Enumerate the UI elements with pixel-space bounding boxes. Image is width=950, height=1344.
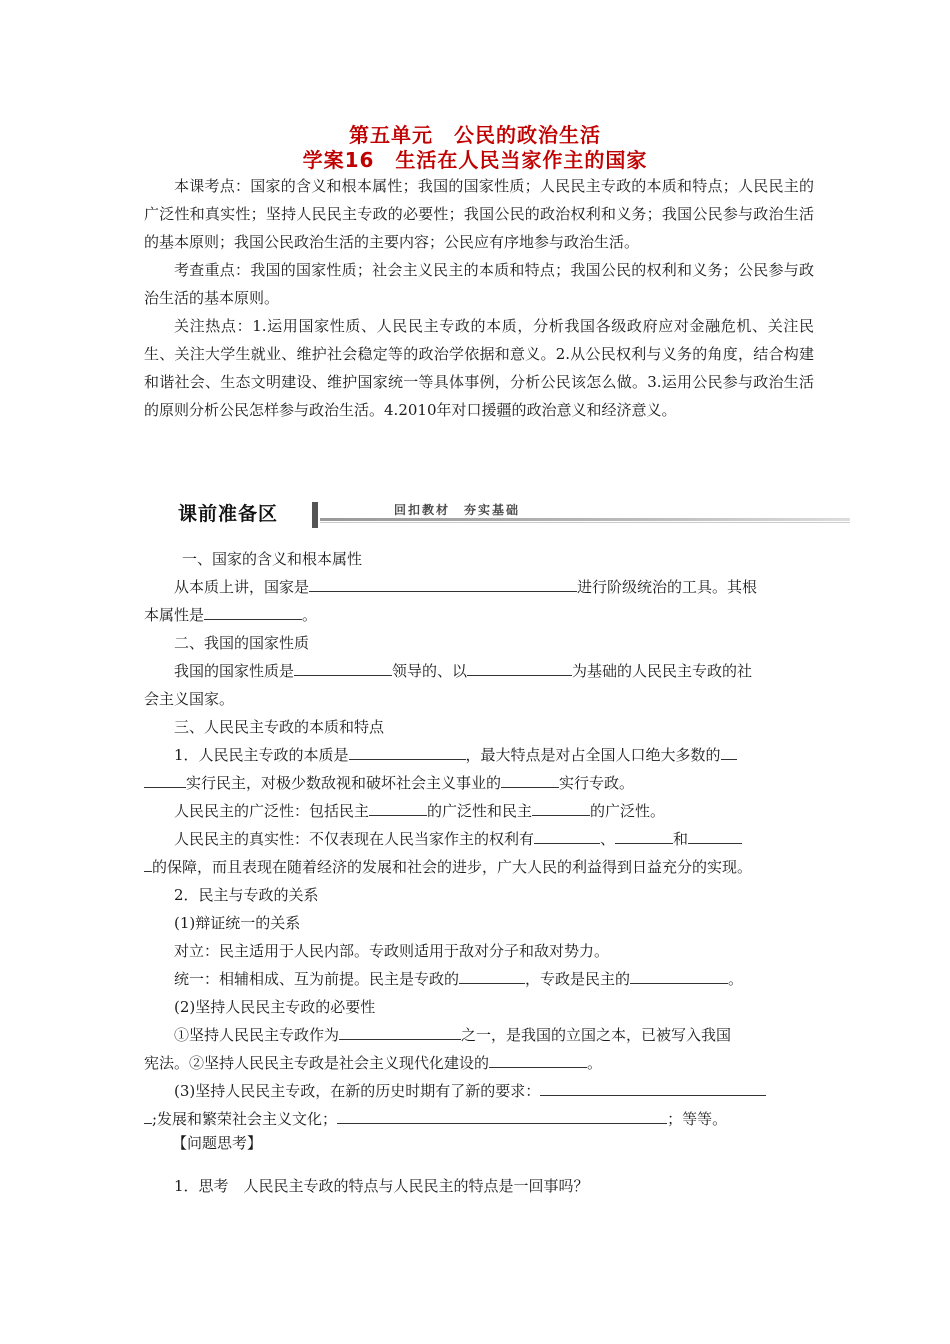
line-14: (2)坚持人民民主专政的必要性	[174, 998, 376, 1016]
banner-label: 课前准备区	[178, 503, 279, 525]
blank-field[interactable]	[337, 1105, 667, 1124]
line-20: 1．思考 人民民主专政的特点与人民民主的特点是一回事吗？	[174, 1177, 589, 1195]
blank-field[interactable]	[688, 825, 742, 844]
blank-field[interactable]	[144, 853, 152, 872]
blank-field[interactable]	[540, 1077, 766, 1096]
heading-1: 一、国家的含义和根本属性	[182, 550, 363, 568]
line-5: 1．人民民主专政的本质是 ，最大特点是对占全国人口绝大多数的	[144, 741, 854, 769]
line-18: ;发展和繁荣社会主义文化； ；等等。	[144, 1105, 824, 1133]
heading-2: 二、我国的国家性质	[174, 634, 310, 652]
line-13: 统一：相辅相成、互为前提。民主是专政的 ，专政是民主的 。	[144, 965, 854, 993]
blank-field[interactable]	[204, 601, 302, 620]
line-15: ①坚持人民民主专政作为 之一，是我国的立国之本，已被写入我国	[144, 1021, 854, 1049]
blank-field[interactable]	[459, 965, 525, 984]
question-heading: 【问题思考】	[172, 1134, 263, 1152]
blank-field[interactable]	[467, 657, 572, 676]
blank-field[interactable]	[294, 657, 392, 676]
line-1: 从本质上讲，国家是 进行阶级统治的工具。其根	[144, 573, 854, 601]
unit-title: 第五单元 公民的政治生活	[349, 123, 601, 147]
blank-field[interactable]	[534, 825, 600, 844]
blank-field[interactable]	[532, 797, 590, 816]
line-11: (1)辩证统一的关系	[174, 914, 301, 932]
line-7: 人民民主的广泛性：包括民主 的广泛性和民主 的广泛性。	[144, 797, 854, 825]
focus-points: 关注热点：1.运用国家性质、人民民主专政的本质，分析我国各级政府应对金融危机、关注民生、关注大学生就业、维护社会稳定等的政治学依据和意义。2.从公民权利与义务的角度，结合构建和谐社会、生态文明建设、维护国家统一等具体事例，分析公民该怎么做。3.运用公民参与政治生活的原则分析公民怎样参与政治生活。4.2010年对口援疆的政治意义和经济意义。	[144, 317, 814, 419]
line-4: 会主义国家。	[144, 690, 235, 708]
line-10: 2．民主与专政的关系	[174, 886, 319, 904]
exam-points: 本课考点：国家的含义和根本属性；我国的国家性质；人民民主专政的本质和特点；人民民主的广泛性和真实性；坚持人民民主专政的必要性；我国公民的政治权利和义务；我国公民参与政治生活的基本原则；我国公民政治生活的主要内容；公民应有序地参与政治生活。	[144, 177, 814, 251]
line-3: 我国的国家性质是 领导的、以 为基础的人民民主专政的社	[144, 657, 854, 685]
blank-field[interactable]	[501, 769, 559, 788]
blank-field[interactable]	[339, 1021, 461, 1040]
line-6: 实行民主，对极少数敌视和破坏社会主义事业的 实行专政。	[144, 769, 824, 797]
blank-field[interactable]	[369, 797, 427, 816]
blank-field[interactable]	[144, 1105, 152, 1124]
line-2: 本属性是 。	[144, 601, 824, 629]
line-9: 的保障，而且表现在随着经济的发展和社会的进步，广大人民的利益得到日益充分的实现。	[144, 853, 824, 881]
blank-field[interactable]	[349, 741, 466, 760]
banner-rule	[320, 518, 850, 521]
intro-section	[144, 172, 814, 424]
blank-field[interactable]	[489, 1049, 587, 1068]
line-17: (3)坚持人民民主专政，在新的历史时期有了新的要求：	[144, 1077, 854, 1105]
blank-field[interactable]	[144, 769, 186, 788]
key-points: 考查重点：我国的国家性质；社会主义民主的本质和特点；我国公民的权利和义务；公民参与政治生活的基本原则。	[144, 261, 814, 307]
lesson-title: 学案16 生活在人民当家作主的国家	[302, 148, 648, 172]
line-12: 对立：民主适用于人民内部。专政则适用于敌对分子和敌对势力。	[174, 942, 610, 960]
blank-field[interactable]	[721, 741, 737, 760]
section-banner	[178, 498, 850, 530]
blank-field[interactable]	[630, 965, 728, 984]
banner-subtitle: 回扣教材 夯实基础	[394, 503, 521, 517]
banner-bar	[312, 502, 318, 528]
blank-field[interactable]	[309, 573, 577, 592]
heading-3: 三、人民民主专政的本质和特点	[174, 718, 385, 736]
line-16: 宪法。②坚持人民民主专政是社会主义现代化建设的 。	[144, 1049, 824, 1077]
banner-rule-thin	[320, 522, 850, 523]
line-8: 人民民主的真实性：不仅表现在人民当家作主的权利有 、 和	[144, 825, 854, 853]
blank-field[interactable]	[615, 825, 673, 844]
